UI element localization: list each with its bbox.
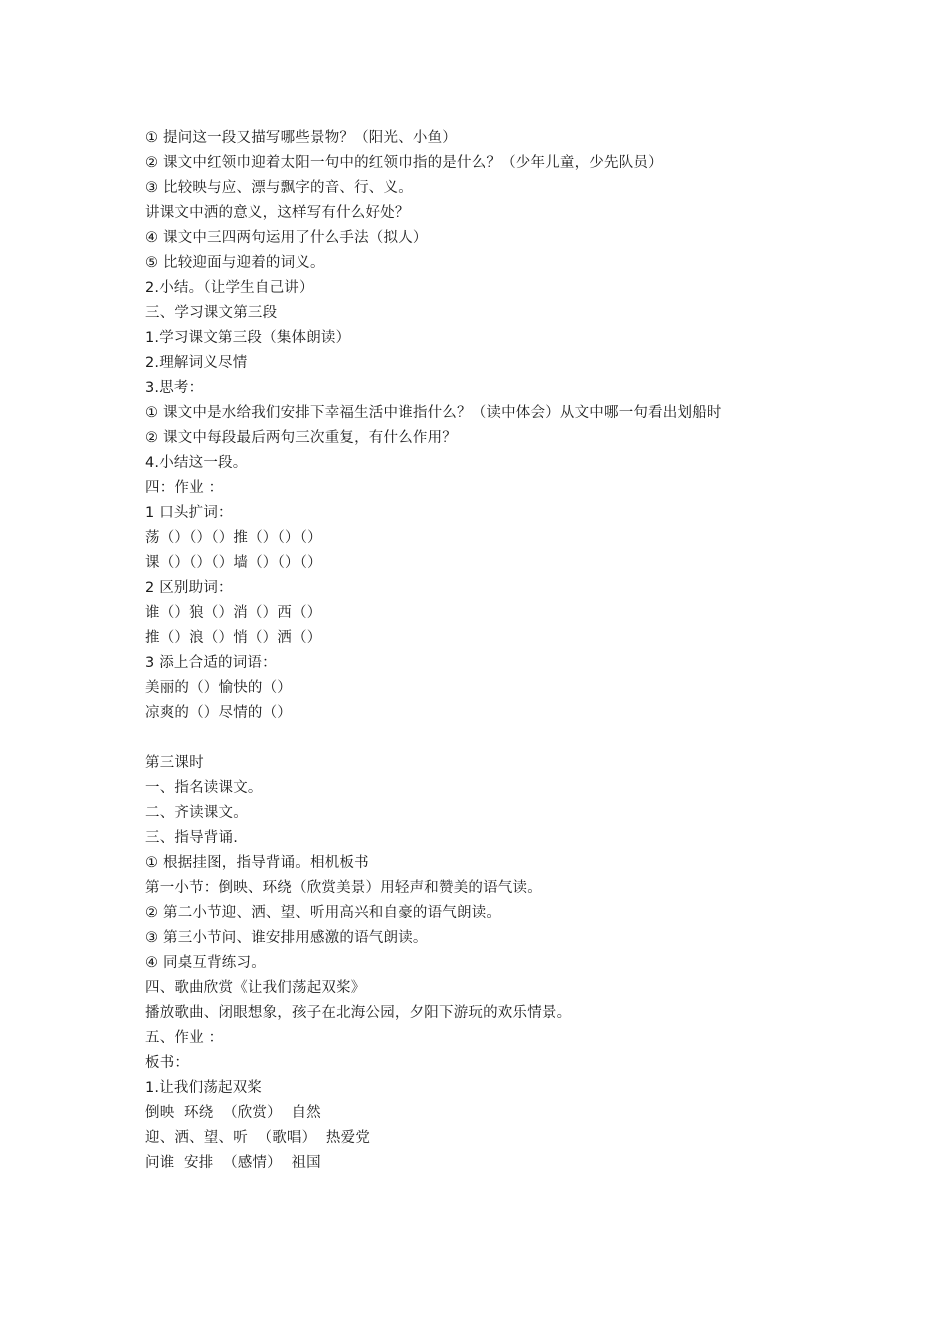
board-title: 1.让我们荡起双桨 bbox=[145, 1080, 263, 1096]
paragraph-text: 讲课文中洒的意义，这样写有什么好处？ bbox=[145, 205, 410, 221]
section-heading: 三、学习课文第三段 bbox=[145, 305, 278, 321]
summary-item: 2.小结。（让学生自己讲） bbox=[145, 280, 314, 296]
board-heading: 板书： bbox=[145, 1055, 190, 1071]
board-row: 倒映 环绕 （欣赏） 自然 bbox=[145, 1105, 321, 1121]
section-heading: 一、指名读课文。 bbox=[145, 780, 263, 796]
exercise-row: 谁（）狼（）消（）西（） bbox=[145, 605, 322, 621]
lesson-second-part bbox=[145, 126, 845, 726]
exercise-row: 美丽的（）愉快的（） bbox=[145, 680, 292, 696]
lesson-third-period bbox=[145, 751, 845, 1176]
board-row: 问谁 安排 （感情） 祖国 bbox=[145, 1155, 321, 1171]
section-heading: 四：作业 ： bbox=[145, 480, 224, 496]
exercise-heading: 2 区别助词： bbox=[145, 580, 233, 596]
exercise-heading: 1 口头扩词： bbox=[145, 505, 233, 521]
step-item: ② 第二小节迎、洒、望、听用高兴和自豪的语气朗读。 bbox=[145, 905, 502, 921]
step-item: ① 根据挂图，指导背诵。相机板书 bbox=[145, 855, 369, 871]
section-heading: 二、齐读课文。 bbox=[145, 805, 248, 821]
section-heading: 三、指导背诵. bbox=[145, 830, 239, 846]
blank-line bbox=[145, 726, 845, 751]
document-body bbox=[145, 126, 845, 1176]
question-2: ② 课文中红领巾迎着太阳一句中的红领巾指的是什么？（少年儿童，少先队员） bbox=[145, 155, 663, 171]
exercise-row: 荡（）（）（）推（）（）（） bbox=[145, 530, 322, 546]
question-5: ⑤ 比较迎面与迎着的词义。 bbox=[145, 255, 325, 271]
question-1: ① 提问这一段又描写哪些景物？（阳光、小鱼） bbox=[145, 130, 458, 146]
exercise-heading: 3 添上合适的词语： bbox=[145, 655, 277, 671]
paragraph-text: 第一小节：倒映、环绕（欣赏美景）用轻声和赞美的语气读。 bbox=[145, 880, 542, 896]
section-heading: 四、歌曲欣赏《让我们荡起双桨》 bbox=[145, 980, 366, 996]
numbered-item: 4.小结这一段。 bbox=[145, 455, 248, 471]
numbered-item: 1.学习课文第三段（集体朗读） bbox=[145, 330, 351, 346]
step-item: ④ 同桌互背练习。 bbox=[145, 955, 266, 971]
exercise-row: 推（）浪（）悄（）洒（） bbox=[145, 630, 322, 646]
question-item: ① 课文中是水给我们安排下幸福生活中谁指什么？（读中体会）从文中哪一句看出划船时 bbox=[145, 405, 722, 421]
board-row: 迎、洒、望、听 （歌唱） 热爱党 bbox=[145, 1130, 371, 1146]
question-3: ③ 比较映与应、漂与飘字的音、行、义。 bbox=[145, 180, 413, 196]
step-item: ③ 第三小节问、谁安排用感激的语气朗读。 bbox=[145, 930, 428, 946]
question-4: ④ 课文中三四两句运用了什么手法（拟人） bbox=[145, 230, 428, 246]
numbered-item: 2.理解词义尽情 bbox=[145, 355, 248, 371]
period-heading: 第三课时 bbox=[145, 755, 204, 771]
exercise-row: 凉爽的（）尽情的（） bbox=[145, 705, 292, 721]
question-item: ② 课文中每段最后两句三次重复，有什么作用？ bbox=[145, 430, 458, 446]
numbered-item: 3.思考： bbox=[145, 380, 204, 396]
paragraph-text: 播放歌曲、闭眼想象，孩子在北海公园，夕阳下游玩的欢乐情景。 bbox=[145, 1005, 572, 1021]
section-heading: 五、作业 ： bbox=[145, 1030, 224, 1046]
exercise-row: 课（）（）（）墙（）（）（） bbox=[145, 555, 322, 571]
